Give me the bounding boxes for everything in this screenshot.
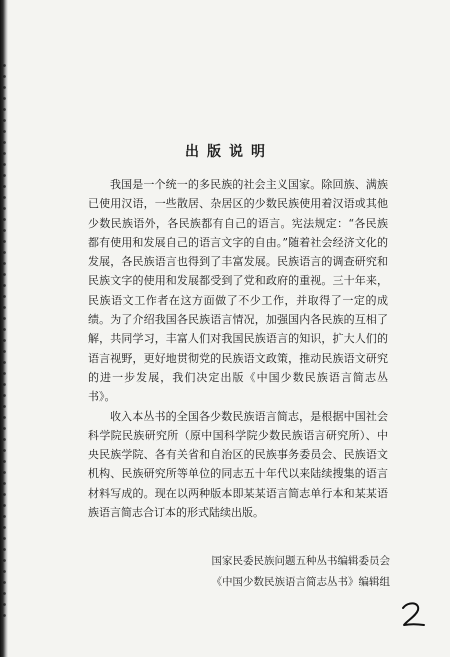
signature-committee: 国家民委民族问题五种丛书编辑委员会 xyxy=(211,555,390,567)
signature-editorial-group: 《中国少数民族语言简志丛书》编辑组 xyxy=(211,576,390,588)
body-text xyxy=(88,175,388,522)
handwritten-page-number xyxy=(400,600,426,628)
page-title: 出版说明 xyxy=(185,144,273,160)
paragraph-2: 收入本丛书的全国各少数民族语言简志，是根据中国社会科学院民族研究所（原中国科学院少数民族语言研究所）、中央民族学院、各有关省和自治区的民族事务委员会、民族语文机构、民族研究所等单位的同志五十年代以来陆续搜集的语言材料写成的。现在以两种版本即某某语言简志单行本和某某语族语言简志合订本的形式陆续出版。 xyxy=(88,409,388,520)
paragraph-1: 我国是一个统一的多民族的社会主义国家。除回族、满族已使用汉语，一些散居、杂居区的少数民族使用着汉语或其他少数民族语外，各民族都有自己的语言。宪法规定：“各民族都有使用和发展自己的语言文字的自由。”随着社会经济文化的发展，各民族语言也得到了丰富发展。民族语言的调查研究和民族文字的使用和发展都受到了党和政府的重视。三十年来，民族语文工作者在这方面做了不少工作，并取得了一定的成绩。为了介绍我国各民族语言情况，加强国内各民族的互相了解，共同学习，丰富人们对我国民族语言的知识，扩大人们的语言视野，更好地贯彻党的民族语文政策，推动民族语文研究的进一步发展，我们决定出版《中国少数民族语言简志丛书》。 xyxy=(88,178,388,404)
